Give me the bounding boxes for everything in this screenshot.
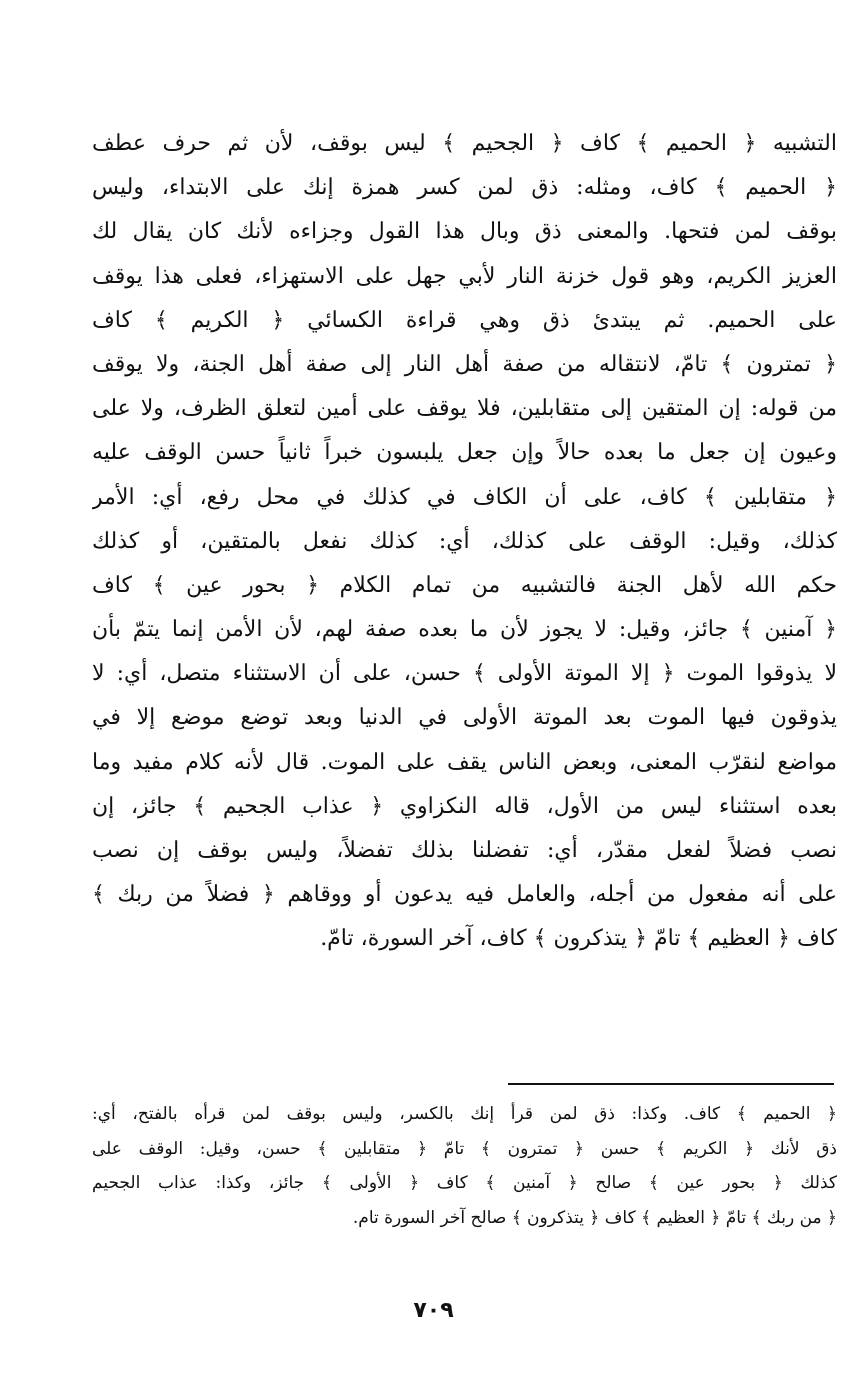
footnote-line: ﴿ من ربك ﴾ تامّ ﴿ العظيم ﴾ كاف ﴿ يتذكرون ﴾ صالح آخر السورة تام. [352,1207,837,1228]
text-line: نصب فضلاً لفعل مقدّر، أي: تفضلنا بذلك تفضلاً، وليس بوقف إن نصب [92,838,837,863]
text-line: من قوله: إن المتقين إلى متقابلين، فلا يوقف على أمين لتعلق الظرف، ولا على [92,396,837,422]
text-line: العزيز الكريم، وهو قول خزنة النار لأبي جهل على الاستهزاء، فعلى هذا يوقف [92,263,837,289]
text-line: بعده استثناء ليس من الأول، قاله النكزاوي ﴿ عذاب الجحيم ﴾ جائز، إن [92,793,837,819]
text-line: ﴿ آمنين ﴾ جائز، وقيل: لا يجوز لأن ما بعده صفة لهم، لأن الأمن إنما يتمّ بأن [92,617,837,643]
text-line: حكم الله لأهل الجنة فالتشبيه من تمام الكلام ﴿ بحور عين ﴾ كاف [92,572,837,598]
footnotes-block [92,1097,837,1235]
text-line: ﴿ الحميم ﴾ كاف، ومثله: ذق لمن كسر همزة إنك على الابتداء، وليس [92,175,837,201]
text-line: بوقف لمن فتحها. والمعنى ذق وبال هذا القول وجزاءه لأنك كان يقال لك [92,219,837,245]
text-line: على الحميم. ثم يبتدئ ذق وهي قراءة الكسائي ﴿ الكريم ﴾ كاف [92,307,837,333]
text-line: كاف ﴿ العظيم ﴾ تامّ ﴿ يتذكرون ﴾ كاف، آخر السورة، تامّ. [320,926,837,952]
text-line: التشبيه ﴿ الحميم ﴾ كاف ﴿ الجحيم ﴾ ليس بوقف، لأن ثم حرف عطف [92,131,837,156]
text-line: على أنه مفعول من أجله، والعامل فيه يدعون أو ووقاهم ﴿ فضلاً من ربك ﴾ [92,882,837,908]
text-line: وعيون إن جعل ما بعده حالاً وإن جعل يلبسون خبراً ثانياً حسن الوقف عليه [92,440,837,466]
footnote-line: كذلك ﴿ بحور عين ﴾ صالح ﴿ آمنين ﴾ كاف ﴿ الأولى ﴾ جائز، وكذا: عذاب الجحيم [92,1173,837,1193]
footnote-line: ذق لأنك ﴿ الكريم ﴾ حسن ﴿ تمترون ﴾ تامّ ﴿ متقابلين ﴾ حسن، وقيل: الوقف على [92,1138,837,1159]
text-line: مواضع لنقرّب المعنى، وبعض الناس يقف على الموت. قال لأنه كلام مفيد وما [92,749,837,775]
text-line: ﴿ تمترون ﴾ تامّ، لانتقاله من صفة أهل النار إلى صفة أهل الجنة، ولا يوقف [92,351,837,377]
text-line: ﴿ متقابلين ﴾ كاف، على أن الكاف في كذلك في محل رفع، أي: الأمر [92,484,837,510]
page-number: ٧٠٩ [413,1298,454,1323]
text-line: يذوقون فيها الموت بعد الموتة الأولى في الدنيا وبعد توضع موضع إلا في [92,705,837,731]
text-line: كذلك، وقيل: الوقف على كذلك، أي: كذلك نفعل بالمتقين، أو كذلك [92,528,837,554]
footnote-line: ﴿ الحميم ﴾ كاف. وكذا: ذق لمن قرأ إنك بالكسر، وليس بوقف لمن قرأه بالفتح، أي: [92,1104,837,1124]
main-text-block [92,122,837,962]
footnote-separator [508,1083,834,1085]
text-line: لا يذوقوا الموت ﴿ إلا الموتة الأولى ﴾ حسن، على أن الاستثناء متصل، أي: لا [92,661,837,687]
